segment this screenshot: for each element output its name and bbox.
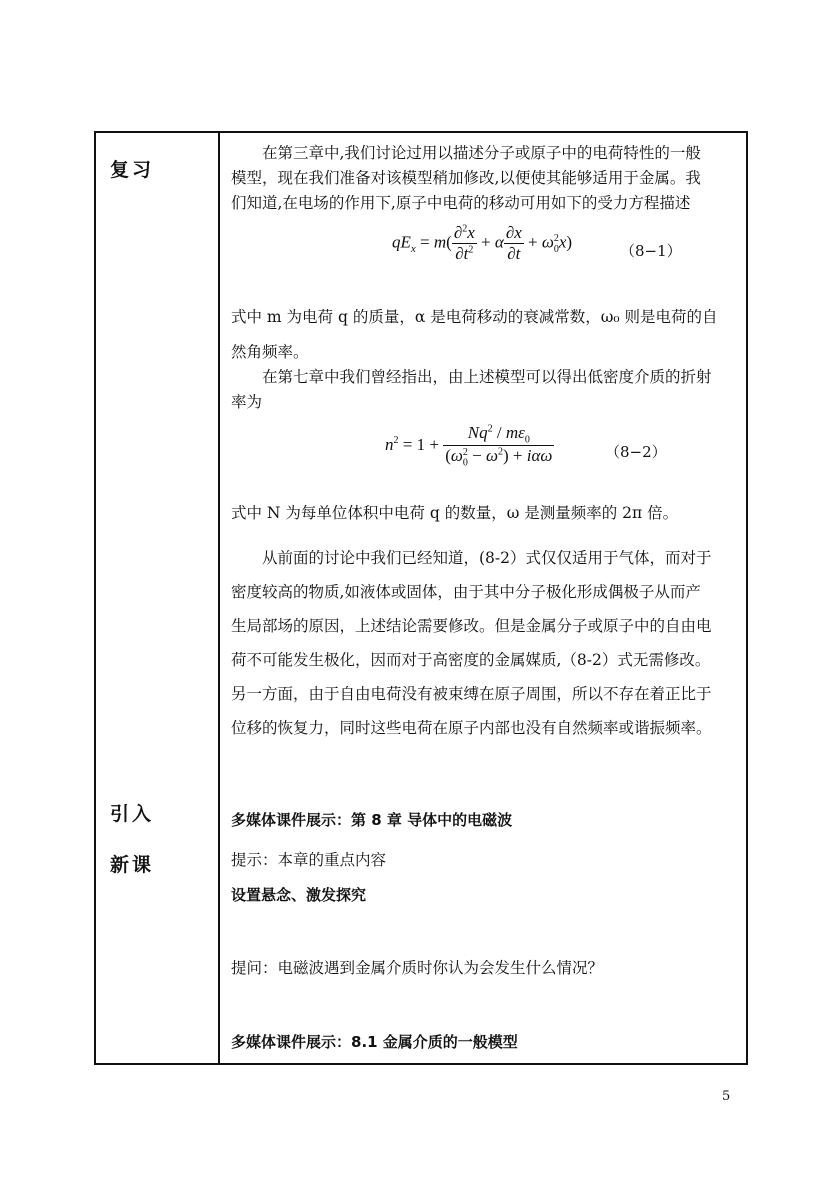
label-intro: 引入 (110, 803, 155, 825)
multimedia-heading: 多媒体课件展示：8.1 金属介质的一般模型 (231, 1033, 518, 1051)
review-line: 荷不可能发生极化，因而对于高密度的金属媒质,（8-2）式无需修改。 (231, 651, 711, 669)
review-line: 另一方面，由于自由电荷没有被束缚在原子周围，所以不存在着正比于 (231, 685, 712, 703)
review-line: 式中 N 为每单位体积中电荷 q 的数量，ω 是测量频率的 2π 倍。 (231, 504, 679, 522)
question-text: 提问：电磁波遇到金属介质时你认为会发生什么情况？ (231, 959, 604, 977)
review-line: 然角频率。 (231, 343, 309, 361)
lesson-table (94, 131, 748, 1065)
review-line: 模型，现在我们准备对该模型稍加修改,以便使其能够适用于金属。我 (231, 169, 701, 187)
equation-number: （8−1） (620, 242, 682, 260)
multimedia-heading: 多媒体课件展示：第 8 章 导体中的电磁波 (231, 811, 513, 829)
review-line: 在第三章中,我们讨论过用以描述分子或原子中的电荷特性的一般 (262, 144, 701, 162)
suspense-heading: 设置悬念、激发探究 (231, 886, 367, 904)
section-label-column (95, 132, 219, 1064)
review-line: 们知道,在电场的作用下,原子中电荷的移动可用如下的受力方程描述 (231, 194, 691, 212)
label-review: 复习 (110, 159, 155, 181)
review-line: 率为 (231, 393, 263, 411)
review-line: 位移的恢复力，同时这些电荷在原子内部也没有自然频率或谐振频率。 (231, 719, 712, 737)
review-line: 生局部场的原因，上述结论需要修改。但是金属分子或原子中的自由电 (231, 617, 712, 635)
equation-8-2: $n^2 = 1$ + $\frac{Nq^2 / m\varepsilon_0}{(\omega_0^2 - \omega^2) + i\alpha\omega}$ (385, 423, 553, 469)
page-number: 5 (722, 1089, 731, 1104)
review-line: 密度较高的物质,如液体或固体，由于其中分子极化形成偶极子从而产 (231, 583, 701, 601)
equation-8-1: $qE_x = m$( $\frac{\partial^2x}{\partial t^2}$ + α $\frac{\partial x}{\partial t}$ + $\omega_0^2x$) (392, 223, 573, 263)
content-column (219, 132, 747, 1064)
review-line: 在第七章中我们曾经指出，由上述模型可以得出低密度介质的折射 (262, 368, 712, 386)
equation-number: （8−2） (605, 443, 667, 461)
review-line: 从前面的讨论中我们已经知道，(8-2）式仅仅适用于气体，而对于 (262, 549, 712, 567)
review-line: 式中 m 为电荷 q 的质量，α 是电荷移动的衰减常数，ω₀ 则是电荷的自 (231, 308, 718, 326)
label-new-lesson: 新课 (110, 854, 155, 876)
hint-text: 提示：本章的重点内容 (231, 851, 387, 869)
